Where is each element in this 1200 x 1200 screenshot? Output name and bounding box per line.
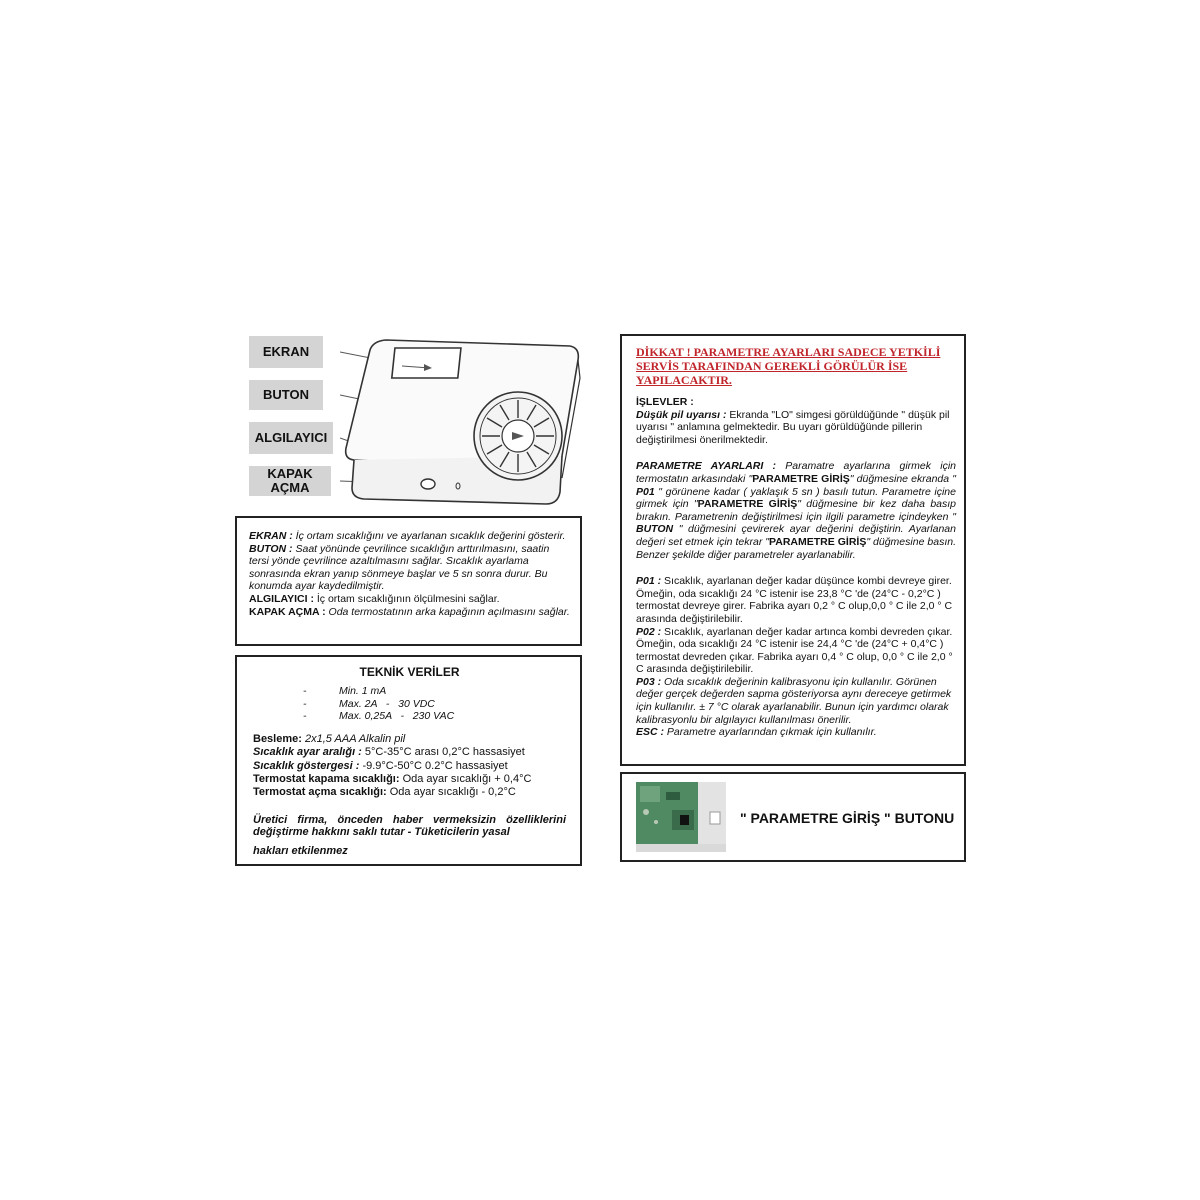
param-text: " düğmesini çevirerek ayar değerini değiştirin. Ayarlanan değeri set etmek için tekrar " <box>636 523 956 548</box>
spec-key: Sıcaklık ayar aralığı : <box>253 746 362 759</box>
acma-spec <box>253 786 566 799</box>
low-battery-key: Düşük pil uyarısı : <box>636 408 727 421</box>
technical-rows <box>253 685 566 723</box>
ekran-desc-key: EKRAN : <box>249 530 293 542</box>
buton-word: BUTON <box>636 523 674 536</box>
spec-key: Termostat kapama sıcaklığı: <box>253 773 400 785</box>
technical-data-box <box>235 655 582 866</box>
spec-key: Besleme: <box>253 732 302 745</box>
spec-value: Oda ayar sıcaklığı - 0,2°C <box>386 786 516 799</box>
kapak-label-line2: AÇMA <box>270 480 310 495</box>
p02-desc <box>636 626 956 676</box>
parameter-button-box <box>620 772 966 862</box>
warning-text: DİKKAT ! PARAMETRE AYARLARI SADECE YETKİLİ SERVİS TARAFINDAN GEREKLİ GÖRÜLÜR İSE YAPILACAKTIR. <box>636 345 941 387</box>
algilayici-label <box>249 422 333 454</box>
param-text: " düğmesine basın. Benzer şekilde diğer parametreler ayarlanabilir. <box>636 535 956 561</box>
param-text: " görünene kadar ( yaklaşık 5 sn ) basılı tutun. Parametre içine girmek için " <box>636 485 956 511</box>
thermostat-screen <box>392 348 461 378</box>
thermostat-dial <box>474 392 562 480</box>
low-battery-desc <box>636 409 956 447</box>
ekran-desc <box>249 530 570 543</box>
ekran-label-text: EKRAN <box>262 344 310 359</box>
kapak-acma-label <box>249 466 331 496</box>
algilayici-desc-text: İç ortam sıcaklığının ölçülmesini sağlar. <box>313 592 500 605</box>
ekran-label <box>249 336 323 368</box>
spec-value: 2x1,5 AAA Alkalin pil <box>301 732 406 745</box>
esc-desc <box>636 726 956 739</box>
row-dash: - <box>303 697 307 710</box>
param-key: PARAMETRE AYARLARI : <box>636 460 777 473</box>
parameter-settings-desc <box>636 460 956 561</box>
buton-desc-text: Saat yönünde çevrilince sıcaklığın arttırılmasını, saatin tersi yönde çevrilince azaltılmasını sağlar. Sıcaklık ayarlama sonrasında ekran yanıp sönmeye başlar ve 5 sn sonra durur. Bu konumda ayar kaydedilmiştir. <box>249 542 550 593</box>
ekran-desc-text: İç ortam sıcaklığını ve ayarlanan sıcaklık değerini gösterir. <box>292 530 566 542</box>
parameter-box <box>620 334 966 766</box>
spec-key: Sıcaklık göstergesi : <box>253 759 360 772</box>
param-giris-word: PARAMETRE GİRİŞ <box>769 535 867 548</box>
p01-key: P01 : <box>636 575 662 588</box>
kapak-desc <box>249 606 570 619</box>
specs-list <box>253 733 566 800</box>
islevler-heading: İŞLEVLER : <box>636 396 694 408</box>
param-giris-word: PARAMETRE GİRİŞ <box>752 472 850 485</box>
parameter-button-icon <box>680 815 689 825</box>
param-text: " düğmesine bir kez daha basıp bırakın. Parametrenin değiştirilmesi için ilgili parametre içindeyken " <box>636 498 957 523</box>
technical-title: TEKNİK VERİLER <box>359 665 460 679</box>
low-battery-text: Ekranda "LO" simgesi görüldüğünde " düşük pil uyarısı " anlamına gelmektedir. Bu uyarı görüldüğünde pillerin değiştirilmesi önerilmektedir. <box>636 408 950 446</box>
spec-key: Termostat açma sıcaklığı: <box>253 786 387 799</box>
esc-text: Parametre ayarlarından çıkmak için kullanılır. <box>664 726 877 739</box>
button-caption: " PARAMETRE GİRİŞ " BUTONU <box>740 810 955 826</box>
circuit-board-photo <box>636 782 726 852</box>
manufacturer-note: Üretici firma, önceden haber vermeksizin özelliklerini değiştirme hakkını saklı tutar - Tüketicilerin yasal <box>253 813 566 839</box>
technical-row <box>253 710 566 723</box>
technical-row <box>253 685 566 698</box>
param-text: " düğmesine ekranda " <box>849 472 956 485</box>
besleme-spec <box>253 733 566 746</box>
kapak-desc-key: KAPAK AÇMA : <box>249 605 326 618</box>
p03-key: P03 : <box>636 675 662 688</box>
spec-value: Oda ayar sıcaklığı + 0,4°C <box>399 773 532 785</box>
p01-code: P01 <box>636 485 655 498</box>
p01-desc <box>636 575 956 625</box>
description-box <box>235 516 582 646</box>
spec-value: 5°C-35°C arası 0,2°C hassasiyet <box>361 746 525 759</box>
row-text: Min. 1 mA <box>339 685 387 697</box>
gosterge-spec <box>253 760 566 773</box>
buton-desc-key: BUTON : <box>249 542 293 555</box>
ayar-araligi-spec <box>253 746 566 759</box>
buton-desc <box>249 543 570 593</box>
buton-label-text: BUTON <box>263 387 309 402</box>
row-dash: - <box>303 685 307 697</box>
algilayici-label-text: ALGILAYICI <box>254 430 328 445</box>
p03-desc <box>636 676 956 726</box>
algilayici-desc-key: ALGILAYICI : <box>249 592 314 605</box>
algilayici-desc <box>249 593 570 606</box>
p01-text: Sıcaklık, ayarlanan değer kadar düşünce kombi devreye girer. Ömeğin, oda sıcaklığı 24 °C istenir ise 23,8 °C 'de (24°C - 0,2°C ) termostat devreye girer. Fabrika ayarı 0,2 ° C olup,0,0 ° C ile 2,0 ° C arasında değiştirilebilir. <box>636 575 953 625</box>
manufacturer-note-end: hakları etkilenmez <box>253 845 348 857</box>
sensor-icon <box>421 479 435 489</box>
thermostat-illustration <box>340 338 590 508</box>
p02-text: Sıcaklık, ayarlanan değer kadar artınca kombi devreden çıkar. Ömeğin, oda sıcaklığı 24 °C istenir ise 24,4 °C 'de (24°C + 0,4°C ) termostat devreden çıkar. Fabrika ayarı 0,4 ° C olup, 0,0 ° C ile 2,0 ° C arasında değiştirilebilir. <box>636 625 953 676</box>
kapak-desc-text: Oda termostatının arka kapağının açılmasını sağlar. <box>325 605 570 618</box>
buton-label <box>249 380 323 410</box>
spec-value: -9.9°C-50°C 0.2°C hassasiyet <box>359 759 508 772</box>
param-text: Paramatre ayarlarına girmek için termostatın arkasındaki " <box>636 460 957 485</box>
kapama-spec <box>253 773 566 786</box>
row-text: Max. 0,25A - 230 VAC <box>339 710 455 723</box>
technical-row <box>253 698 566 711</box>
p02-key: P02 : <box>636 625 662 638</box>
param-giris-word: PARAMETRE GİRİŞ <box>697 498 798 511</box>
row-text: Max. 2A - 30 VDC <box>339 697 435 710</box>
esc-key: ESC : <box>636 726 665 739</box>
kapak-label-line1: KAPAK <box>267 466 313 481</box>
p03-text: Oda sıcaklık değerinin kalibrasyonu için kullanılır. Görünen değer gerçek değerden sapma gösteriyorsa aynı dereceye getirmek için kullanılır. ± 7 °C olarak ayarlanabilir. Bunun için yardımcı olarak kalibrasyonlu bir algılayıcı kullanılması önerilir. <box>636 675 952 726</box>
row-dash: - <box>303 710 307 723</box>
